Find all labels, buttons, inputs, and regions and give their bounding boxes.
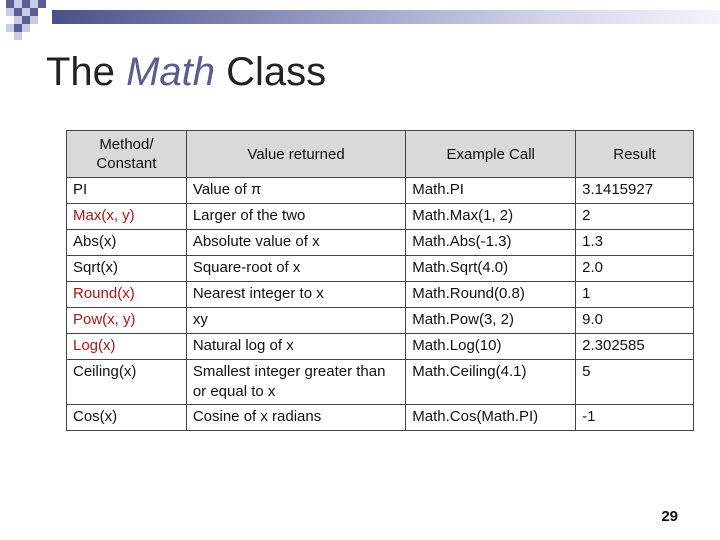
table-row xyxy=(67,256,694,282)
cell-value: Smallest integer greater than or equal to x xyxy=(186,360,405,405)
math-methods-table xyxy=(66,130,694,431)
slide-title: The Math Class xyxy=(46,50,327,94)
table-row xyxy=(67,360,694,405)
cell-example: Math.Sqrt(4.0) xyxy=(406,256,576,282)
cell-value: xy xyxy=(186,308,405,334)
cell-result: 2 xyxy=(576,204,694,230)
cell-example: Math.Cos(Math.PI) xyxy=(406,405,576,431)
cell-value: Natural log of x xyxy=(186,334,405,360)
table-row xyxy=(67,178,694,204)
cell-example: Math.Pow(3, 2) xyxy=(406,308,576,334)
header-value: Value returned xyxy=(186,131,405,178)
cell-method: Round(x) xyxy=(67,282,187,308)
cell-method: PI xyxy=(67,178,187,204)
cell-example: Math.Round(0.8) xyxy=(406,282,576,308)
table-header-row xyxy=(67,131,694,178)
cell-result: 2.302585 xyxy=(576,334,694,360)
cell-method: Pow(x, y) xyxy=(67,308,187,334)
cell-example: Math.PI xyxy=(406,178,576,204)
cell-method: Abs(x) xyxy=(67,230,187,256)
header-example: Example Call xyxy=(406,131,576,178)
cell-method: Log(x) xyxy=(67,334,187,360)
cell-value: Nearest integer to x xyxy=(186,282,405,308)
checker-decoration xyxy=(0,0,60,42)
page-number: 29 xyxy=(661,508,678,525)
cell-result: 2.0 xyxy=(576,256,694,282)
header-gradient-bar xyxy=(52,10,720,24)
table-row xyxy=(67,204,694,230)
cell-example: Math.Log(10) xyxy=(406,334,576,360)
cell-result: 3.1415927 xyxy=(576,178,694,204)
cell-method: Sqrt(x) xyxy=(67,256,187,282)
cell-result: 1 xyxy=(576,282,694,308)
header-method: Method/ Constant xyxy=(67,131,187,178)
table-row xyxy=(67,334,694,360)
cell-value: Square-root of x xyxy=(186,256,405,282)
cell-result: -1 xyxy=(576,405,694,431)
cell-value: Value of π xyxy=(186,178,405,204)
cell-value: Larger of the two xyxy=(186,204,405,230)
cell-method: Cos(x) xyxy=(67,405,187,431)
header-result: Result xyxy=(576,131,694,178)
table-row xyxy=(67,308,694,334)
table-row xyxy=(67,405,694,431)
cell-result: 5 xyxy=(576,360,694,405)
cell-value: Absolute value of x xyxy=(186,230,405,256)
table-row xyxy=(67,230,694,256)
table-row xyxy=(67,282,694,308)
cell-result: 9.0 xyxy=(576,308,694,334)
cell-example: Math.Max(1, 2) xyxy=(406,204,576,230)
cell-example: Math.Abs(-1.3) xyxy=(406,230,576,256)
cell-example: Math.Ceiling(4.1) xyxy=(406,360,576,405)
cell-result: 1.3 xyxy=(576,230,694,256)
cell-value: Cosine of x radians xyxy=(186,405,405,431)
cell-method: Max(x, y) xyxy=(67,204,187,230)
cell-method: Ceiling(x) xyxy=(67,360,187,405)
